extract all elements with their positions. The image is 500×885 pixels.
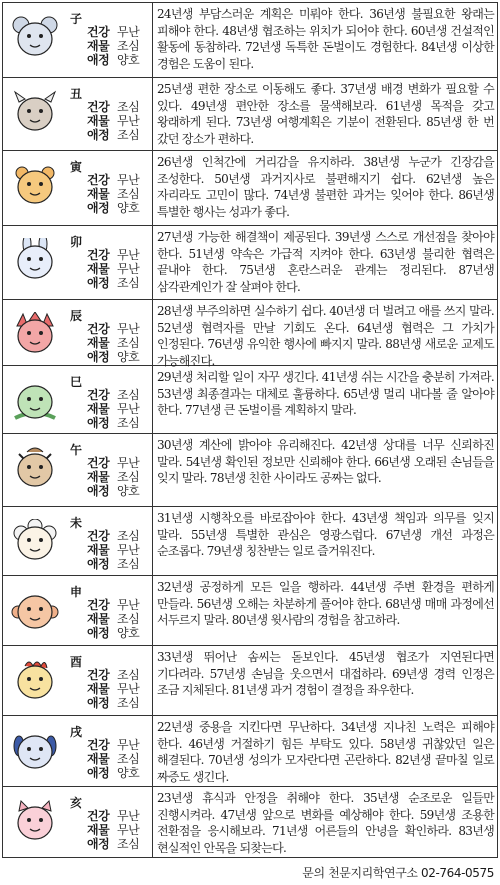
health-stat: [87, 738, 139, 752]
health-label: 건강: [87, 456, 110, 470]
pig-icon: [11, 799, 59, 843]
fortune-stats: [87, 248, 139, 290]
health-value: 무난: [117, 456, 140, 470]
sheep-icon: [11, 519, 59, 563]
zodiac-summary: [3, 226, 153, 299]
zodiac-summary: [3, 300, 153, 365]
horoscope-table: [2, 2, 498, 858]
zodiac-summary: [3, 646, 153, 715]
money-stat: [87, 612, 139, 626]
love-stat: [87, 696, 139, 710]
zodiac-row: [3, 151, 497, 226]
money-label: 재물: [87, 39, 110, 53]
money-stat: [87, 262, 139, 276]
fortune-stats: [87, 100, 139, 142]
love-value: 양호: [117, 201, 140, 215]
love-value: 조심: [117, 128, 140, 142]
money-stat: [87, 39, 139, 53]
zodiac-summary: [3, 787, 153, 857]
fortune-text: 31년생 시행착오를 바로잡아야 한다. 43년생 책임과 의무를 잊지 말라. 55년생 특별한 관심은 영광스럽다. 67년생 개선 과정은 순조롭다. 79년생 칭찬받는 일로 즐거워진다.: [157, 511, 494, 558]
zodiac-summary: [3, 716, 153, 786]
zodiac-summary: [3, 366, 153, 433]
money-value: 조심: [117, 470, 140, 484]
health-label: 건강: [87, 738, 110, 752]
money-label: 재물: [87, 402, 110, 416]
health-label: 건강: [87, 668, 110, 682]
zodiac-row: [3, 300, 497, 366]
dragon-icon: [11, 312, 59, 356]
love-value: 조심: [117, 557, 140, 571]
fortune-text: 22년생 중용을 지킨다면 무난하다. 34년생 지나친 노력은 피해야 한다. 46년생 거절하기 힘든 부탁도 있다. 58년생 귀찮았던 일은 해결된다. 70년생 성의가 모자란다면 곤란하다. 82년생 끝마칠 일로 짜증도 생긴다.: [157, 720, 494, 784]
health-stat: [87, 100, 139, 114]
money-value: 무난: [117, 402, 140, 416]
money-stat: [87, 682, 139, 696]
fortune-text: 33년생 뛰어난 솜씨는 돋보인다. 45년생 협조가 지연된다면 기다려라. 57년생 손님을 웃으면서 대접하라. 69년생 경력 인정은 조금 지체된다. 81년생 과거 경험이 결정을 좌우한다.: [157, 650, 494, 697]
money-label: 재물: [87, 470, 110, 484]
zodiac-summary: [3, 3, 153, 77]
fortune-text: 24년생 부담스러운 계획은 미뤄야 한다. 36년생 불필요한 왕래는 피해야 한다. 48년생 협조하는 위치가 되어야 한다. 60년생 건설적인 활동에 동참하라. 72년생 독특한 돈벌이도 경험한다. 84년생 이상한 경험은 도움이 된다.: [157, 7, 494, 71]
love-value: 조심: [117, 696, 140, 710]
zodiac-row: [3, 434, 497, 507]
love-value: 양호: [117, 350, 140, 364]
love-stat: [87, 276, 139, 290]
love-stat: [87, 128, 139, 142]
money-value: 조심: [117, 39, 140, 53]
health-label: 건강: [87, 388, 110, 402]
love-stat: [87, 484, 139, 498]
money-stat: [87, 752, 139, 766]
money-label: 재물: [87, 336, 110, 350]
love-stat: [87, 416, 139, 430]
fortune-text: 32년생 공정하게 모든 일을 행하라. 44년생 주변 환경을 편하게 만들라. 56년생 오해는 차분하게 풀어야 한다. 68년생 매매 과정에선 서두르지 말라. 80년생 윗사람의 경험을 참고하라.: [157, 580, 494, 627]
fortune-stats: [87, 322, 139, 364]
love-label: 애정: [87, 766, 110, 780]
health-stat: [87, 25, 139, 39]
love-value: 조심: [117, 837, 140, 851]
health-stat: [87, 598, 139, 612]
health-value: 무난: [117, 809, 140, 823]
money-label: 재물: [87, 612, 110, 626]
love-stat: [87, 626, 139, 640]
health-value: 무난: [117, 598, 140, 612]
zodiac-row: [3, 716, 497, 787]
zodiac-branch: 巳: [70, 375, 83, 389]
money-value: 조심: [117, 752, 140, 766]
fortune-stats: [87, 388, 139, 430]
money-label: 재물: [87, 262, 110, 276]
fortune-text: 23년생 휴식과 안정을 취해야 한다. 35년생 순조로운 일들만 진행시켜라. 47년생 앞으로 변화를 예상해야 한다. 59년생 조용한 전환점을 응시해보라. 71년생 어른들의 안녕을 확인하라. 83년생 현실적인 안목을 되찾는다.: [157, 791, 494, 855]
fortune-text: 27년생 가능한 해결책이 제공된다. 39년생 스스로 개선점을 찾아야 한다. 51년생 약속은 가급적 지켜야 한다. 63년생 불리한 협력은 끝내야 한다. 75년생 혼란스러운 관계는 정리된다. 87년생 삼각관계인가 잘 살펴야 한다.: [157, 230, 494, 294]
love-label: 애정: [87, 201, 110, 215]
money-stat: [87, 187, 139, 201]
health-stat: [87, 173, 139, 187]
love-value: 양호: [117, 766, 140, 780]
fortune-text: 26년생 인척간에 거리감을 유지하라. 38년생 누군가 긴장감을 조성한다. 50년생 과거지사로 불편해지기 쉽다. 62년생 높은 자리라도 고민이 많다. 74년생 불편한 과거는 잊어야 한다. 86년생 특별한 행사는 성과가 좋다.: [157, 155, 494, 219]
health-label: 건강: [87, 100, 110, 114]
zodiac-row: [3, 366, 497, 434]
fortune-stats: [87, 25, 139, 67]
fortune-text: 28년생 부주의하면 실수하기 쉽다. 40년생 더 벌려고 애를 쓰지 말라. 52년생 협력자를 만날 기회도 온다. 64년생 협력은 그 가치가 인정된다. 76년생 유익한 행사에 빠지지 말라. 88년생 새로운 교제도 가능해진다.: [157, 304, 494, 368]
love-label: 애정: [87, 837, 110, 851]
money-label: 재물: [87, 823, 110, 837]
zodiac-row: [3, 787, 497, 857]
love-label: 애정: [87, 626, 110, 640]
fortune-stats: [87, 598, 139, 640]
zodiac-branch: 卯: [70, 235, 83, 249]
zodiac-summary: [3, 434, 153, 506]
money-value: 조심: [117, 187, 140, 201]
money-value: 무난: [117, 114, 140, 128]
zodiac-branch: 申: [70, 585, 83, 599]
health-stat: [87, 456, 139, 470]
money-value: 무난: [117, 682, 140, 696]
love-label: 애정: [87, 53, 110, 67]
health-value: 무난: [117, 738, 140, 752]
health-value: 무난: [117, 173, 140, 187]
money-label: 재물: [87, 187, 110, 201]
money-stat: [87, 823, 139, 837]
fortune-stats: [87, 738, 139, 780]
zodiac-summary: [3, 151, 153, 225]
money-label: 재물: [87, 682, 110, 696]
tiger-icon: [11, 163, 59, 207]
health-label: 건강: [87, 25, 110, 39]
love-value: 조심: [117, 276, 140, 290]
zodiac-row: [3, 576, 497, 646]
love-label: 애정: [87, 350, 110, 364]
zodiac-row: [3, 78, 497, 151]
love-value: 양호: [117, 626, 140, 640]
fortune-stats: [87, 809, 139, 851]
health-label: 건강: [87, 173, 110, 187]
money-stat: [87, 543, 139, 557]
love-value: 양호: [117, 484, 140, 498]
footer-contact: 문의 천문지리학연구소 02-764-0575: [302, 866, 494, 880]
love-label: 애정: [87, 484, 110, 498]
health-value: 무난: [117, 248, 140, 262]
fortune-stats: [87, 173, 139, 215]
health-stat: [87, 668, 139, 682]
zodiac-branch: 子: [70, 12, 83, 26]
money-label: 재물: [87, 543, 110, 557]
zodiac-branch: 午: [70, 443, 83, 457]
love-stat: [87, 201, 139, 215]
monkey-icon: [11, 588, 59, 632]
zodiac-branch: 戌: [70, 725, 83, 739]
zodiac-row: [3, 646, 497, 716]
money-stat: [87, 470, 139, 484]
love-stat: [87, 837, 139, 851]
health-value: 조심: [117, 100, 140, 114]
love-value: 양호: [117, 53, 140, 67]
health-label: 건강: [87, 529, 110, 543]
money-stat: [87, 402, 139, 416]
health-label: 건강: [87, 322, 110, 336]
snake-icon: [11, 378, 59, 422]
rabbit-icon: [11, 238, 59, 282]
dog-icon: [11, 728, 59, 772]
mouse-icon: [11, 15, 59, 59]
zodiac-row: [3, 507, 497, 576]
zodiac-summary: [3, 507, 153, 575]
horse-icon: [11, 446, 59, 490]
fortune-stats: [87, 529, 139, 571]
rooster-icon: [11, 658, 59, 702]
money-label: 재물: [87, 114, 110, 128]
fortune-stats: [87, 456, 139, 498]
zodiac-branch: 辰: [70, 309, 83, 323]
zodiac-row: [3, 3, 497, 78]
health-label: 건강: [87, 598, 110, 612]
health-value: 조심: [117, 668, 140, 682]
fortune-text: 30년생 계산에 밝아야 유리해진다. 42년생 상대를 너무 신뢰하진 말라. 54년생 확인된 정보만 신뢰해야 한다. 66년생 오래된 손님들을 잊지 말라. 78년생 친한 사이라도 공짜는 없다.: [157, 438, 494, 485]
health-value: 조심: [117, 529, 140, 543]
money-value: 무난: [117, 823, 140, 837]
zodiac-branch: 寅: [70, 160, 83, 174]
health-stat: [87, 529, 139, 543]
zodiac-branch: 未: [70, 516, 83, 530]
zodiac-branch: 丑: [70, 87, 83, 101]
love-stat: [87, 766, 139, 780]
money-stat: [87, 336, 139, 350]
zodiac-summary: [3, 78, 153, 150]
zodiac-branch: 亥: [70, 796, 83, 810]
health-label: 건강: [87, 809, 110, 823]
health-stat: [87, 248, 139, 262]
health-stat: [87, 809, 139, 823]
zodiac-row: [3, 226, 497, 300]
health-value: 조심: [117, 388, 140, 402]
ox-icon: [11, 90, 59, 134]
money-value: 조심: [117, 612, 140, 626]
love-value: 조심: [117, 416, 140, 430]
fortune-text: 29년생 처리할 일이 자꾸 생긴다. 41년생 쉬는 시간을 충분히 가져라. 53년생 최종결과는 대체로 훌륭하다. 65년생 멀리 내다볼 줄 알아야 한다. 77년생 큰 돈벌이를 계획하지 말라.: [157, 370, 494, 417]
love-label: 애정: [87, 416, 110, 430]
love-stat: [87, 350, 139, 364]
love-label: 애정: [87, 696, 110, 710]
health-value: 무난: [117, 322, 140, 336]
fortune-stats: [87, 668, 139, 710]
zodiac-branch: 酉: [70, 655, 83, 669]
money-label: 재물: [87, 752, 110, 766]
money-stat: [87, 114, 139, 128]
health-stat: [87, 322, 139, 336]
love-stat: [87, 53, 139, 67]
love-label: 애정: [87, 276, 110, 290]
love-stat: [87, 557, 139, 571]
health-label: 건강: [87, 248, 110, 262]
money-value: 무난: [117, 262, 140, 276]
money-value: 무난: [117, 543, 140, 557]
health-stat: [87, 388, 139, 402]
health-value: 무난: [117, 25, 140, 39]
zodiac-summary: [3, 576, 153, 645]
fortune-text: 25년생 편한 장소로 이동해도 좋다. 37년생 배경 변화가 필요할 수 있다. 49년생 편안한 장소를 물색해보라. 61년생 목적을 갖고 왕래하게 된다. 73년생 여행계획은 기분이 전환된다. 85년생 한 번 갔던 장소가 편하다.: [157, 82, 494, 146]
love-label: 애정: [87, 557, 110, 571]
love-label: 애정: [87, 128, 110, 142]
money-value: 조심: [117, 336, 140, 350]
